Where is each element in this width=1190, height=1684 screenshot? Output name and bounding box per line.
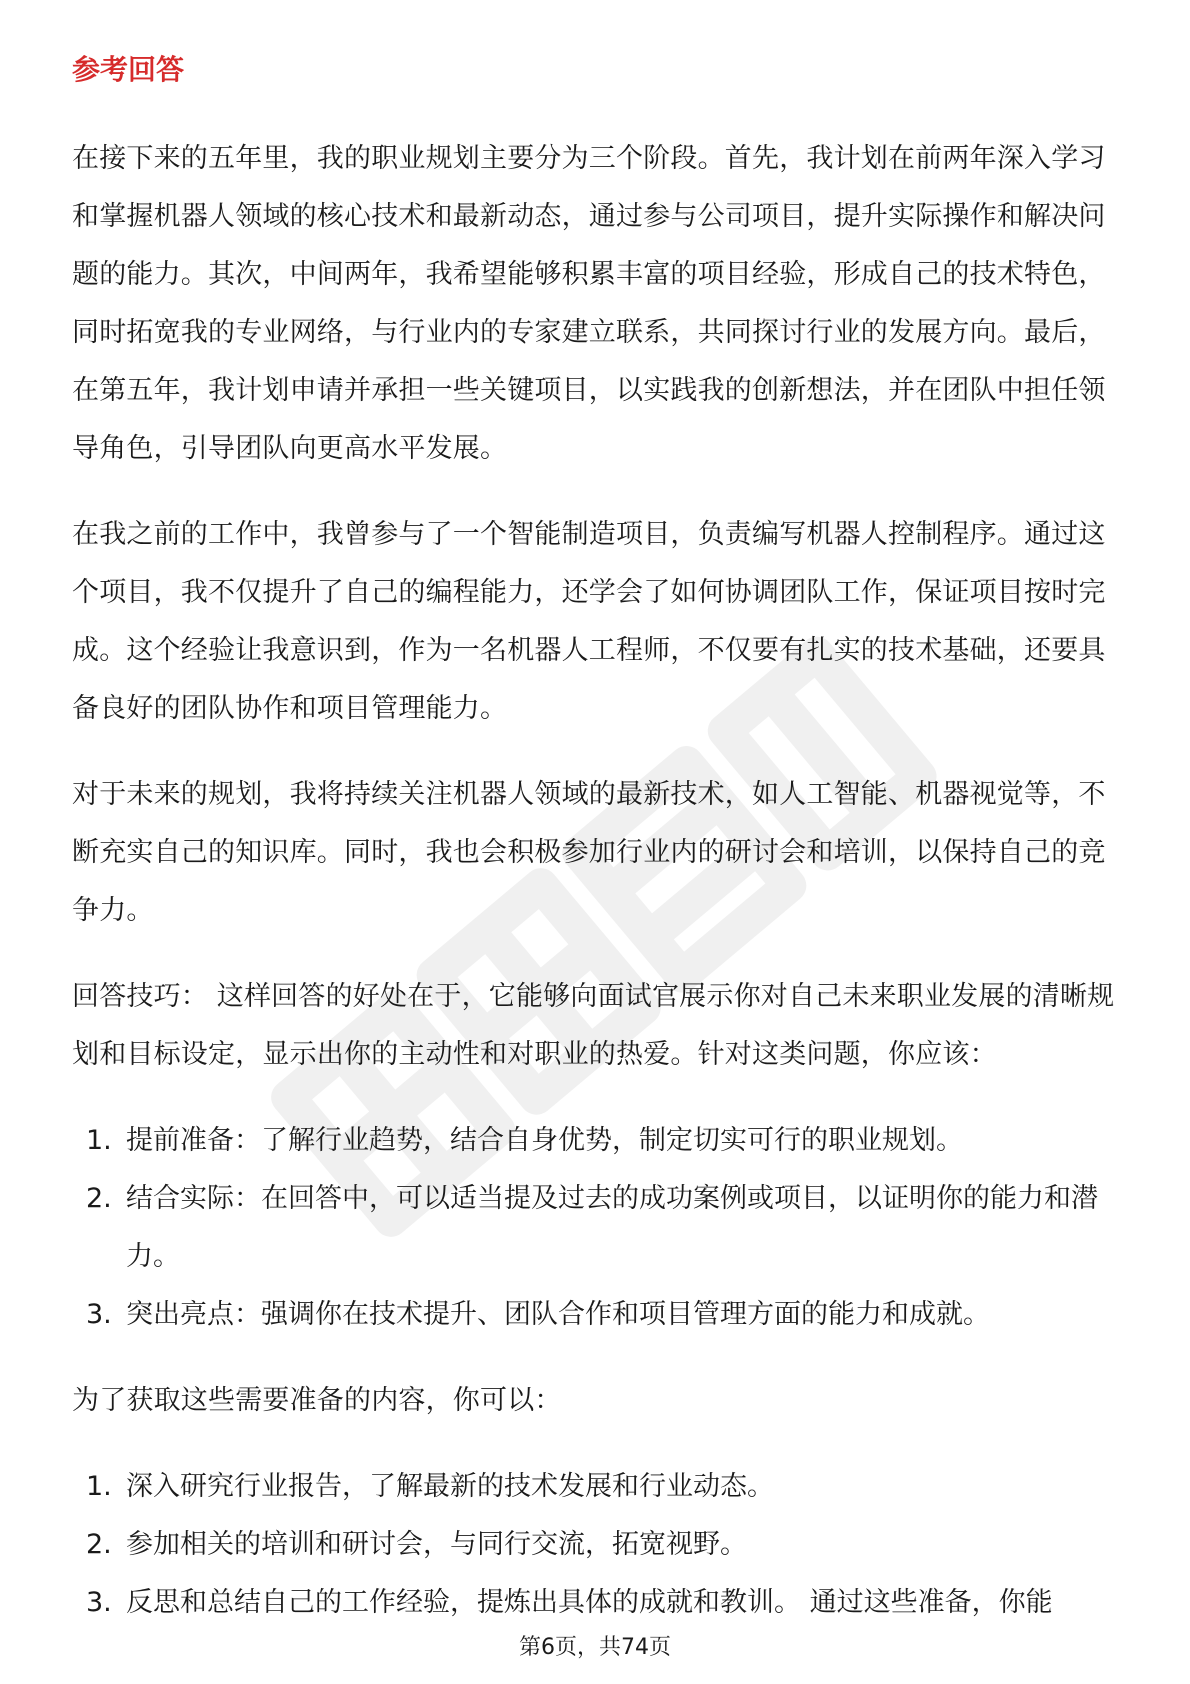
list-number: 3. (86, 1587, 112, 1618)
prep-list (72, 1458, 1132, 1632)
list-number: 1. (86, 1471, 112, 1502)
list-text: 参加相关的培训和研讨会，与同行交流，拓宽视野。 (126, 1529, 747, 1560)
list-item (72, 1574, 1132, 1632)
document-page (72, 50, 1132, 1660)
list-item (72, 1516, 1132, 1574)
list-number: 1. (86, 1125, 112, 1156)
list-item (72, 1112, 1132, 1170)
list-text: 提前准备：了解行业趋势，结合自身优势，制定切实可行的职业规划。 (126, 1125, 963, 1156)
list-number: 2. (86, 1183, 112, 1214)
list-item (72, 1286, 1132, 1344)
page-footer: 第6页，共74页 (519, 1635, 671, 1660)
list-item (72, 1170, 1132, 1286)
paragraph-prep-intro: 为了获取这些需要准备的内容，你可以： (72, 1385, 562, 1416)
section-heading: 参考回答 (72, 53, 185, 86)
tips-list (72, 1112, 1132, 1344)
list-text: 突出亮点：强调你在技术提升、团队合作和项目管理方面的能力和成就。 (126, 1299, 990, 1330)
paragraph-career-plan: 在接下来的五年里，我的职业规划主要分为三个阶段。首先，我计划在前两年深入学习和掌握机器人领域的核心技术和最新动态，通过参与公司项目，提升实际操作和解决问题的能力。其次，中间两年，我希望能够积累丰富的项目经验，形成自己的技术特色，同时拓宽我的专业网络，与行业内的专家建立联系，共同探讨行业的发展方向。最后，在第五年，我计划申请并承担一些关键项目，以实践我的创新想法，并在团队中担任领导角色，引导团队向更高水平发展。 (72, 143, 1106, 464)
list-number: 3. (86, 1299, 112, 1330)
list-text: 深入研究行业报告，了解最新的技术发展和行业动态。 (126, 1471, 774, 1502)
list-number: 2. (86, 1529, 112, 1560)
list-text: 反思和总结自己的工作经验，提炼出具体的成就和教训。 通过这些准备，你能 (126, 1587, 1053, 1618)
paragraph-future-plan: 对于未来的规划，我将持续关注机器人领域的最新技术，如人工智能、机器视觉等，不断充实自己的知识库。同时，我也会积极参加行业内的研讨会和培训，以保持自己的竞争力。 (72, 779, 1106, 926)
list-item (72, 1458, 1132, 1516)
list-text: 结合实际：在回答中，可以适当提及过去的成功案例或项目，以证明你的能力和潜力。 (126, 1183, 1098, 1272)
paragraph-past-experience: 在我之前的工作中，我曾参与了一个智能制造项目，负责编写机器人控制程序。通过这个项目，我不仅提升了自己的编程能力，还学会了如何协调团队工作，保证项目按时完成。这个经验让我意识到，作为一名机器人工程师，不仅要有扎实的技术基础，还要具备良好的团队协作和项目管理能力。 (72, 519, 1106, 724)
paragraph-answer-tips: 回答技巧： 这样回答的好处在于，它能够向面试官展示你对自己未来职业发展的清晰规划和目标设定，显示出你的主动性和对职业的热爱。针对这类问题，你应该： (72, 981, 1115, 1070)
